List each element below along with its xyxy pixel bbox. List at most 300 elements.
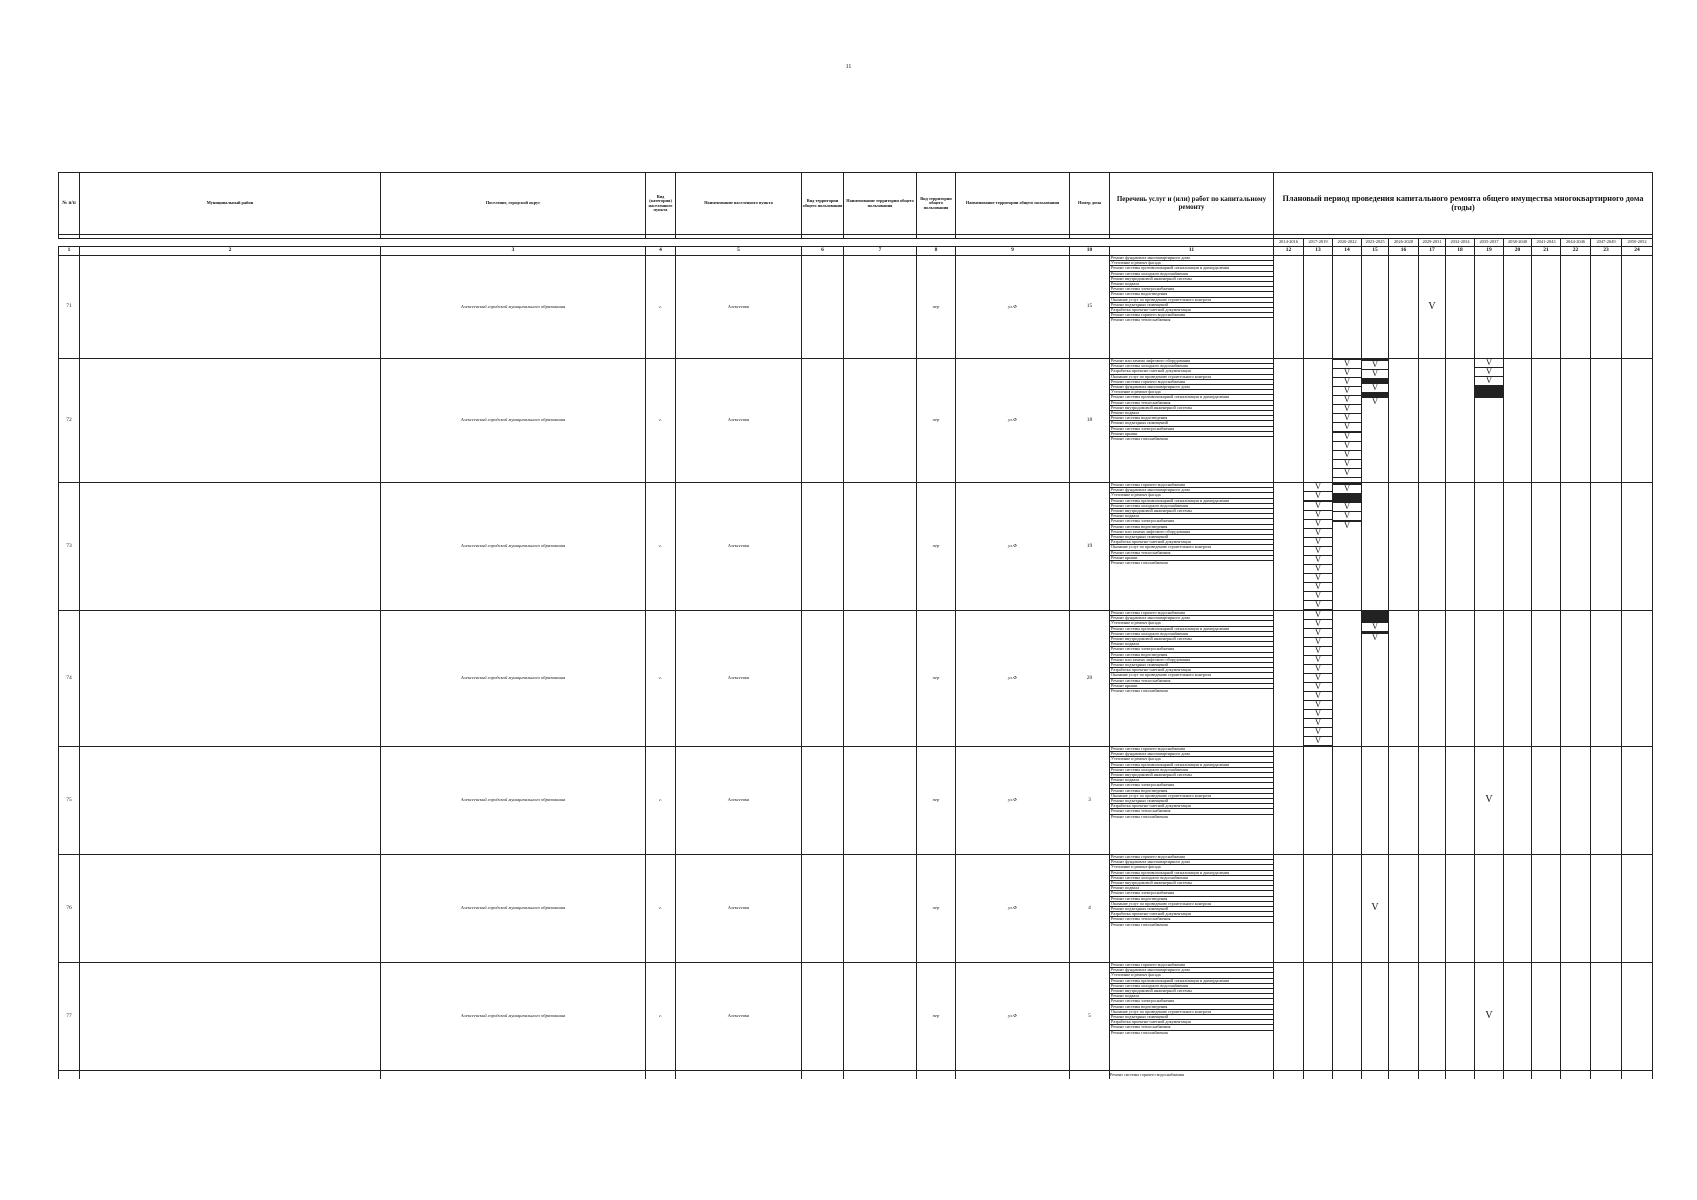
year-cell [1591, 359, 1622, 483]
year-mark-cell [1333, 483, 1362, 611]
year-cell [1389, 855, 1419, 963]
work-item: Разработка проектно-сметной документации [1110, 804, 1273, 809]
work-item: Ремонт фундамента многоквартирного дома [1110, 616, 1273, 621]
house-number-cell: 4 [1070, 855, 1110, 963]
year-cell [1561, 855, 1591, 963]
work-item: Оказание услуг по проведению строительного контроля [1110, 1010, 1273, 1015]
col-header-kind: Вид (категория) населенного пункта [646, 173, 676, 235]
year-label: 2041-2043 [1532, 239, 1561, 247]
year-cell [1446, 611, 1475, 747]
work-item: Ремонт системы газоснабжения [1111, 437, 1168, 442]
year-cell [1419, 359, 1446, 483]
street-name-cell: ул.Ф [956, 963, 1070, 1071]
check-mark: V [1333, 469, 1361, 478]
check-mark: V [1304, 665, 1332, 674]
check-mark: V [1304, 583, 1332, 592]
work-item: Разработка проектно-сметной документации [1110, 308, 1273, 313]
empty-cell [59, 1071, 80, 1079]
year-cell [1532, 256, 1561, 359]
year-cell [1304, 855, 1333, 963]
work-item: Ремонт системы теплоснабжения [1110, 401, 1273, 406]
work-item: Разработка проектно-сметной документации [1110, 540, 1273, 545]
check-mark: V [1333, 387, 1361, 396]
year-cell [1532, 747, 1561, 855]
territory-type-cell [802, 483, 844, 611]
work-item: Оказание услуг по проведению строительного контроля [1110, 298, 1273, 303]
column-number: 10 [1070, 247, 1110, 256]
work-item: Ремонт подвала [1110, 642, 1273, 647]
year-cell [1333, 963, 1362, 1071]
column-number: 4 [646, 247, 676, 256]
work-item: Утепление и ремонт фасада [1110, 757, 1273, 762]
district-cell [80, 963, 381, 1071]
check-mark: V [1304, 529, 1332, 538]
table-row [59, 747, 1653, 855]
year-cell [1419, 855, 1446, 963]
column-number: 13 [1304, 247, 1333, 256]
row-number: 71 [59, 256, 80, 359]
year-cell [1591, 963, 1622, 1071]
year-label: 2017-2019 [1304, 239, 1333, 247]
territory-name-cell [844, 256, 917, 359]
table-row [59, 855, 1653, 963]
year-cell [1362, 747, 1389, 855]
year-cell [1532, 483, 1561, 611]
check-mark: V [1362, 855, 1389, 963]
table-body [59, 256, 1653, 1079]
empty-cell [1446, 1071, 1475, 1079]
year-mark-cell [1333, 359, 1362, 483]
column-number: 18 [1446, 247, 1475, 256]
year-cell [1561, 359, 1591, 483]
year-cell [1419, 963, 1446, 1071]
year-cell [1591, 611, 1622, 747]
works-list-cell [1110, 747, 1274, 855]
work-item: Разработка проектно-сметной документации [1110, 1020, 1273, 1025]
column-number: 3 [381, 247, 646, 256]
year-cell [1333, 747, 1362, 855]
works-list-cell [1110, 611, 1274, 747]
year-cell [1362, 963, 1389, 1071]
check-mark: V [1304, 565, 1332, 574]
empty-cell [802, 1071, 844, 1079]
column-number: 2 [80, 247, 381, 256]
work-item: Утепление и ремонт фасада [1110, 973, 1273, 978]
check-mark: V [1304, 701, 1332, 710]
works-list [1110, 855, 1273, 927]
work-item: Ремонт системы теплоснабжения [1111, 318, 1171, 323]
check-mark: V [1333, 360, 1361, 369]
col-header-house: Номер дома [1070, 173, 1110, 235]
work-item: Ремонт внутридомовой инженерной системы [1110, 881, 1273, 886]
territory-type-cell [802, 359, 844, 483]
column-number: 12 [1274, 247, 1304, 256]
check-mark: V [1304, 728, 1332, 737]
work-item: Ремонт системы водоотведения [1110, 653, 1273, 658]
check-mark: V [1475, 377, 1503, 386]
year-cell [1591, 747, 1622, 855]
year-cell [1475, 855, 1504, 963]
district-cell [80, 611, 381, 747]
check-mark: V [1333, 433, 1361, 442]
col-header-works: Перечень услуг и (или) работ по капитальному ремонту [1110, 173, 1274, 235]
work-item: Ремонт подвала [1110, 778, 1273, 783]
year-cell [1591, 483, 1622, 611]
mark-list [1304, 611, 1332, 746]
check-mark: V [1304, 620, 1332, 629]
year-cell [1419, 747, 1446, 855]
district-cell [80, 747, 381, 855]
work-item: Ремонт подъездных помещений [1110, 907, 1273, 912]
territory-name-cell [844, 483, 917, 611]
year-cell [1622, 611, 1653, 747]
work-item: Ремонт системы электроснабжения [1110, 999, 1273, 1004]
year-mark-cell [1362, 359, 1389, 483]
year-cell [1504, 963, 1532, 1071]
check-mark: V [1304, 520, 1332, 529]
check-mark: V [1344, 522, 1350, 530]
work-item: Ремонт системы холодного водоснабжения [1110, 272, 1273, 277]
mark-list [1333, 359, 1361, 478]
kind-cell: г. [646, 359, 676, 483]
mark-list [1333, 483, 1361, 530]
work-item: Ремонт системы электроснабжения [1110, 519, 1273, 524]
street-type-cell: пер [917, 256, 956, 359]
locality-cell: Алексеевка [676, 359, 802, 483]
year-label: 2020-2022 [1333, 239, 1362, 247]
work-item: Ремонт системы холодного водоснабжения [1110, 876, 1273, 881]
work-item: Ремонт системы электроснабжения [1110, 287, 1273, 292]
empty-cell [1389, 1071, 1419, 1079]
territory-name-cell [844, 611, 917, 747]
check-mark: V [1475, 368, 1503, 377]
column-number: 9 [956, 247, 1070, 256]
mark-list [1362, 611, 1388, 642]
year-cell [1389, 747, 1419, 855]
page-number: 11 [845, 64, 852, 70]
work-item: Ремонт системы холодного водоснабжения [1110, 504, 1273, 509]
street-name-cell: ул.Ф [956, 483, 1070, 611]
year-cell [1622, 963, 1653, 1071]
col-header-period: Плановый период проведения капитального ремонта общего имущества многоквартирного дома (годы) [1274, 173, 1653, 235]
check-mark: V [1333, 414, 1361, 423]
year-cell [1475, 611, 1504, 747]
check-mark: V [1304, 538, 1332, 547]
work-item: Утепление и ремонт фасада [1110, 261, 1273, 266]
year-label: 2050-2052 [1622, 239, 1653, 247]
year-cell [1389, 963, 1419, 1071]
work-item: Ремонт системы газоснабжения [1111, 922, 1168, 927]
check-mark: V [1304, 737, 1332, 746]
work-item: Ремонт крыши [1110, 432, 1273, 437]
empty-cell [1475, 1071, 1504, 1079]
settlement-cell: Алексеевский городской муниципального образования [381, 747, 646, 855]
work-item: Ремонт внутридомовой инженерной системы [1110, 509, 1273, 514]
year-cell [1446, 855, 1475, 963]
work-item: Ремонт системы водоотведения [1110, 525, 1273, 530]
col-header-num: № п/п [59, 173, 80, 235]
column-number: 19 [1475, 247, 1504, 256]
table-row [59, 611, 1653, 747]
mark-list [1362, 359, 1388, 406]
year-cell [1446, 483, 1475, 611]
year-cell [1532, 359, 1561, 483]
check-mark: V [1304, 483, 1332, 492]
locality-cell: Алексеевка [676, 483, 802, 611]
column-number-row [59, 247, 1653, 256]
work-item: Ремонт фундамента многоквартирного дома [1110, 860, 1273, 865]
locality-cell: Алексеевка [676, 256, 802, 359]
works-list [1110, 483, 1273, 565]
street-type-cell: пер [917, 747, 956, 855]
row-number: 75 [59, 747, 80, 855]
check-mark: V [1304, 502, 1332, 511]
check-mark: V [1333, 405, 1361, 414]
year-cell [1622, 483, 1653, 611]
territory-name-cell [844, 963, 917, 1071]
work-item: Ремонт системы противопожарной сигнализации и дымоудаления [1110, 266, 1273, 271]
kind-cell: г. [646, 611, 676, 747]
check-mark: V [1475, 747, 1504, 855]
work-item: Утепление и ремонт фасада [1110, 390, 1273, 395]
territory-type-cell [802, 256, 844, 359]
district-cell [80, 483, 381, 611]
year-cell [1532, 611, 1561, 747]
column-number: 11 [1110, 247, 1274, 256]
check-mark: V [1372, 634, 1378, 642]
year-cell [1274, 855, 1304, 963]
year-cell [1304, 359, 1333, 483]
row-number: 72 [59, 359, 80, 483]
check-mark: V [1304, 601, 1332, 610]
year-cell [1622, 256, 1653, 359]
column-number: 20 [1504, 247, 1532, 256]
work-item: Ремонт системы горячего водоснабжения [1110, 611, 1273, 616]
work-item: Ремонт системы противопожарной сигнализации и дымоудаления [1110, 763, 1273, 768]
territory-type-cell [802, 747, 844, 855]
empty-cell [1591, 1071, 1622, 1079]
work-item: Ремонт системы теплоснабжения [1110, 917, 1273, 922]
year-cell [1304, 963, 1333, 1071]
check-mark: V [1475, 359, 1503, 368]
check-mark: V [1304, 647, 1332, 656]
work-item: Ремонт подъездных помещений [1110, 535, 1273, 540]
street-type-cell: пер [917, 611, 956, 747]
work-item: Ремонт системы теплоснабжения [1110, 1025, 1273, 1030]
check-mark: V [1475, 963, 1504, 1071]
year-cell [1419, 611, 1446, 747]
work-item: Разработка проектно-сметной документации [1110, 369, 1273, 374]
year-cell [1274, 747, 1304, 855]
street-name-cell: ул.Ф [956, 747, 1070, 855]
check-mark: V [1372, 398, 1378, 406]
year-label: 2029-2031 [1419, 239, 1446, 247]
works-list [1110, 359, 1273, 441]
year-cell [1274, 963, 1304, 1071]
year-cell [1362, 256, 1389, 359]
work-item: Ремонт внутридомовой инженерной системы [1110, 989, 1273, 994]
year-cell [1333, 611, 1362, 747]
empty-cell [1362, 1071, 1389, 1079]
check-mark: V [1304, 592, 1332, 601]
year-cell [1504, 359, 1532, 483]
works-list [1110, 256, 1273, 323]
row-number: 74 [59, 611, 80, 747]
col-header-territory-type: Вид территории общего пользования [802, 173, 844, 235]
house-number-cell: 15 [1070, 256, 1110, 359]
check-mark: V [1362, 384, 1388, 393]
check-mark: V [1333, 451, 1361, 460]
check-mark: V [1333, 396, 1361, 405]
year-label: 2035-2037 [1475, 239, 1504, 247]
check-mark: V [1333, 512, 1361, 521]
work-item: Ремонт системы холодного водоснабжения [1110, 768, 1273, 773]
work-item: Ремонт системы горячего водоснабжения [1110, 963, 1273, 968]
work-item: Ремонт системы противопожарной сигнализации и дымоудаления [1110, 395, 1273, 400]
column-number: 1 [59, 247, 80, 256]
work-item: Ремонт внутридомовой инженерной системы [1110, 773, 1273, 778]
check-mark: V [1304, 574, 1332, 583]
work-item: Ремонт или замена лифтового оборудования [1110, 658, 1273, 663]
empty-cell [1274, 1071, 1304, 1079]
table-row [59, 359, 1653, 483]
house-number-cell: 18 [1070, 359, 1110, 483]
street-type-cell: пер [917, 483, 956, 611]
column-number: 21 [1532, 247, 1561, 256]
years-row [59, 239, 1653, 247]
empty-cell [1304, 1071, 1333, 1079]
street-type-cell: пер [917, 963, 956, 1071]
year-label: 2038-2040 [1504, 239, 1532, 247]
works-list [1110, 963, 1273, 1035]
year-mark-cell [1362, 611, 1389, 747]
check-mark: V [1304, 710, 1332, 719]
table-row [59, 963, 1653, 1071]
year-cell [1389, 611, 1419, 747]
locality-cell: Алексеевка [676, 611, 802, 747]
mark-list [1304, 483, 1332, 610]
year-cell [1622, 855, 1653, 963]
check-mark: V [1333, 442, 1361, 451]
year-cell [1475, 483, 1504, 611]
year-cell [1504, 747, 1532, 855]
check-mark: V [1333, 423, 1361, 432]
empty-cell [80, 1071, 381, 1079]
work-item: Ремонт системы теплоснабжения [1110, 809, 1273, 814]
works-list-cell [1110, 855, 1274, 963]
territory-type-cell [802, 611, 844, 747]
house-number-cell: 5 [1070, 963, 1110, 1071]
year-cell [1504, 483, 1532, 611]
work-item: Ремонт системы электроснабжения [1110, 783, 1273, 788]
check-mark: V [1304, 556, 1332, 565]
year-mark-cell [1304, 483, 1333, 611]
district-cell [80, 256, 381, 359]
work-item: Ремонт системы горячего водоснабжения [1110, 380, 1273, 385]
year-cell [1622, 359, 1653, 483]
empty-cell [917, 1071, 956, 1079]
table-row [59, 483, 1653, 611]
street-name-cell: ул.Ф [956, 256, 1070, 359]
work-item: Ремонт системы горячего водоснабжения [1110, 855, 1273, 860]
empty-cell [844, 1071, 917, 1079]
year-cell [1475, 256, 1504, 359]
mark-list [1475, 359, 1503, 398]
work-item: Разработка проектно-сметной документации [1110, 668, 1273, 673]
row-number: 77 [59, 963, 80, 1071]
work-item: Ремонт системы водоотведения [1110, 292, 1273, 297]
work-item: Ремонт системы газоснабжения [1111, 1030, 1168, 1035]
work-item: Ремонт системы газоснабжения [1111, 561, 1168, 566]
street-name-cell: ул.Ф [956, 359, 1070, 483]
territory-type-cell [802, 855, 844, 963]
settlement-cell: Алексеевский городской муниципального образования [381, 855, 646, 963]
work-item: Ремонт крыши [1110, 684, 1273, 689]
work-item: Ремонт подвала [1110, 886, 1273, 891]
works-list-cell [1110, 483, 1274, 611]
check-mark: V [1333, 503, 1361, 512]
work-item: Ремонт подъездных помещений [1110, 663, 1273, 668]
house-number-cell: 20 [1070, 611, 1110, 747]
check-mark: V [1362, 361, 1388, 370]
work-item: Оказание услуг по проведению строительного контроля [1110, 673, 1273, 678]
empty-cell [1333, 1071, 1362, 1079]
year-cell [1304, 256, 1333, 359]
works-list-cell [1110, 963, 1274, 1071]
year-cell [1446, 963, 1475, 1071]
year-label: 2026-2028 [1389, 239, 1419, 247]
empty-cell [1532, 1071, 1561, 1079]
work-item: Ремонт фундамента многоквартирного дома [1110, 968, 1273, 973]
work-item: Оказание услуг по проведению строительного контроля [1110, 902, 1273, 907]
street-type-cell: пер [917, 855, 956, 963]
work-item: Ремонт фундамента многоквартирного дома [1110, 256, 1273, 261]
check-mark: V [1333, 485, 1361, 494]
column-number: 15 [1362, 247, 1389, 256]
table-row [59, 256, 1653, 359]
year-cell [1362, 483, 1389, 611]
settlement-cell: Алексеевский городской муниципального образования [381, 483, 646, 611]
empty-cell [1504, 1071, 1532, 1079]
work-item: Ремонт подъездных помещений [1110, 421, 1273, 426]
year-cell [1532, 855, 1561, 963]
works-list [1110, 747, 1273, 819]
year-label: 2032-2034 [1446, 239, 1475, 247]
check-mark: V [1304, 629, 1332, 638]
column-number: 6 [802, 247, 844, 256]
empty-cell [1419, 1071, 1446, 1079]
column-number: 24 [1622, 247, 1653, 256]
work-item: Ремонт системы горячего водоснабжения [1110, 313, 1273, 318]
work-item: Ремонт фундамента многоквартирного дома [1110, 385, 1273, 390]
works-list-cell [1110, 256, 1274, 359]
work-item: Ремонт системы теплоснабжения [1110, 679, 1273, 684]
check-mark: V [1304, 511, 1332, 520]
work-item: Разработка проектно-сметной документации [1110, 912, 1273, 917]
year-cell [1561, 963, 1591, 1071]
work-item: Ремонт системы холодного водоснабжения [1110, 984, 1273, 989]
column-number: 5 [676, 247, 802, 256]
house-number-cell: 3 [1070, 747, 1110, 855]
work-item: Ремонт системы противопожарной сигнализации и дымоудаления [1110, 499, 1273, 504]
check-mark: V [1333, 378, 1361, 387]
year-cell [1274, 611, 1304, 747]
work-item: Оказание услуг по проведению строительного контроля [1110, 794, 1273, 799]
settlement-cell: Алексеевский городской муниципального образования [381, 359, 646, 483]
work-item: Ремонт подъездных помещений [1110, 799, 1273, 804]
check-mark: V [1333, 460, 1361, 469]
header-row [59, 173, 1653, 235]
